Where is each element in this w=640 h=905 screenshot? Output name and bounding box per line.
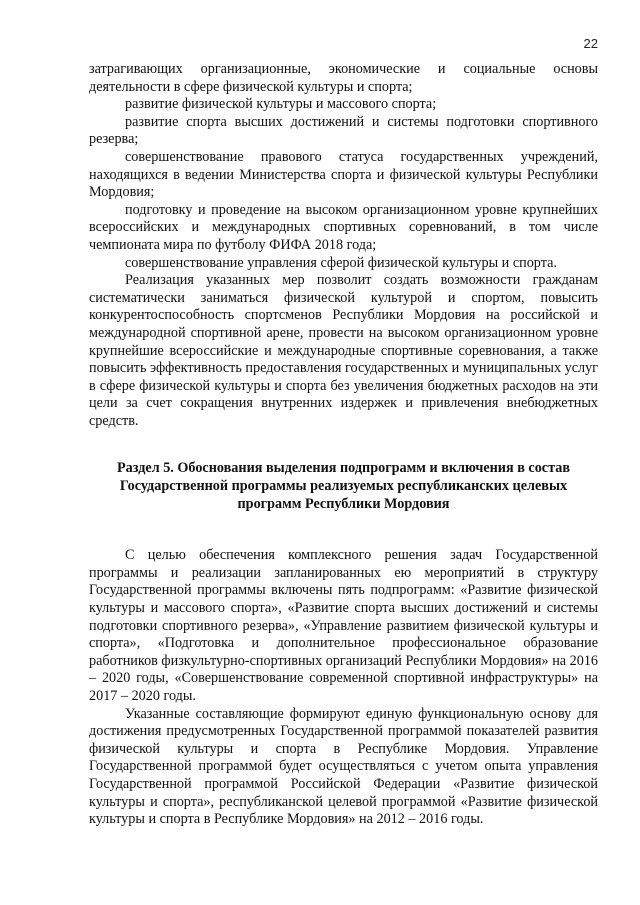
paragraph-implementation: Реализация указанных мер позволит создать возможности гражданам систематически заниматься физической культурой и спортом, повысить конкурентоспособность спортсменов Республики Мордовия на российской и международной спортивной арене, провести на высоком организационном уровне крупнейшие всероссийские и международные спортивные соревнования, а также повысить эффективность предоставления государственных и муниципальных услуг в сфере физической культуры и спорта без увеличения бюджетных расходов на эти цели за счет сокращения внутренних издержек и привлечения внебюджетных средств. bbox=[89, 272, 598, 429]
page-body bbox=[89, 61, 598, 829]
paragraph-management: Указанные составляющие формируют единую функциональную основу для достижения предусмотренных Государственной программой показателей развития физической культуры и спорта в Республике Мордовия. Управление Государственной программой будет осуществляться с учетом опыта управления Государственной программой Российской Федерации «Развитие физической культуры и спорта», республиканской целевой программой «Развитие физической культуры и спорта в Республике Мордовия» на 2012 – 2016 годы. bbox=[89, 705, 598, 828]
list-item-management: совершенствование управления сферой физической культуры и спорта. bbox=[125, 254, 557, 271]
list-item-competitions: подготовку и проведение на высоком организационном уровне крупнейших всероссийских и международных спортивных соревнований, в том числе чемпионата мира по футболу ФИФА 2018 года; bbox=[89, 201, 598, 253]
list-item-legal-status: совершенствование правового статуса государственных учреждений, находящихся в ведении Министерства спорта и физической культуры Республики Мордовия; bbox=[89, 148, 598, 201]
page-number: 22 bbox=[583, 36, 598, 51]
paragraph-subprograms: С целью обеспечения комплексного решения задач Государственной программы и реализации запланированных ею мероприятий в структуру Государственной программы включены пять подпрограмм: «Развитие физической культуры и массового спорта», «Развитие спорта высших достижений и системы подготовки спортивного резерва», «Управление развитием физической культуры и спорта», «Подготовка и дополнительное профессиональное образование работников физкультурно-спортивных организаций Республики Мордовия» на 2016 – 2020 годы, «Совершенствование современной спортивной инфраструктуры» на 2017 – 2020 годы. bbox=[89, 547, 599, 704]
section-heading: Раздел 5. Обоснования выделения подпрограмм и включения в состав Государственной программы реализуемых республиканских целевых программ Республики Мордовия bbox=[117, 460, 570, 512]
list-item-mass-sport: развитие физической культуры и массового спорта; bbox=[125, 96, 437, 113]
paragraph-continuation: затрагивающих организационные, экономические и социальные основы деятельности в сфере физической культуры и спорта; bbox=[89, 61, 598, 95]
list-item-high-performance-sport: развитие спорта высших достижений и системы подготовки спортивного резерва; bbox=[89, 113, 598, 148]
